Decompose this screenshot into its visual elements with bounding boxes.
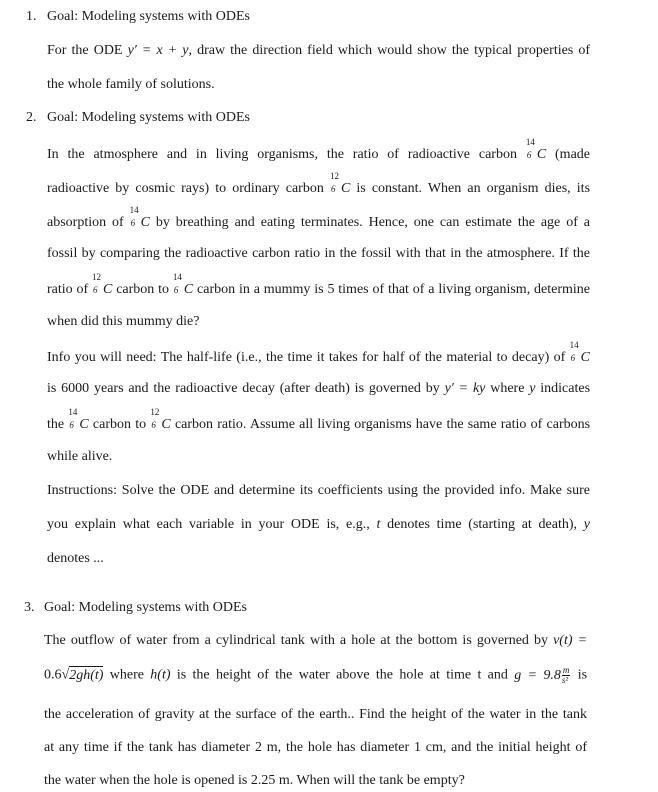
carbon-14-symbol: 14 6 <box>172 272 182 295</box>
instructions-line: denotes ... <box>47 551 104 566</box>
body-line: fossil by comparing the radioactive carbon ratio in the fossil with that in the atmosphere. If the <box>47 246 590 261</box>
instructions-line: you explain what each variable in your ODE is, e.g., t denotes time (starting at death), y <box>47 517 591 532</box>
body-line: the whole family of solutions. <box>47 77 215 92</box>
info-line: is 6000 years and the radioactive decay (after death) is governed by y′ = ky where y indicates <box>47 381 591 396</box>
carbon-14-symbol: 14 6 <box>68 407 78 430</box>
carbon-12-symbol: 12 6 <box>329 171 339 194</box>
carbon-12-symbol: 12 6 <box>150 407 160 430</box>
carbon-14-symbol: 14 6 <box>569 340 579 363</box>
carbon-14-symbol: 14 6 <box>525 137 535 160</box>
instructions-line: Instructions: Solve the ODE and determine its coefficients using the provided info. Make sure <box>47 483 590 498</box>
problem-goal: Goal: Modeling systems with ODEs <box>44 600 247 615</box>
info-line: the 14 6 C carbon to 12 6 C carbon ratio. Assume all living organisms have the same ratio of carbons <box>47 407 591 432</box>
carbon-14-symbol: 14 6 <box>129 205 139 228</box>
body-line: absorption of 14 6 C by breathing and eating terminates. Hence, one can estimate the age of a <box>47 205 590 230</box>
body-line: 0.6√2gh(t) where h(t) is the height of the water above the hole at time t and g = 9.8 $\frac{m}{\text{s²}}$ is <box>44 665 588 685</box>
body-line: In the atmosphere and in living organisms, the ratio of radioactive carbon 14 6 C (made <box>47 137 590 162</box>
body-line: ratio of 12 6 C carbon to 14 6 C carbon in a mummy is 5 times of that of a living organism, determine <box>47 272 591 297</box>
carbon-12-symbol: 12 6 <box>92 272 101 295</box>
body-line: For the ODE y′ = x + y, draw the direction field which would show the typical properties of <box>47 43 590 58</box>
body-line: the water when the hole is opened is 2.25 m. When will the tank be empty? <box>44 773 465 788</box>
body-line: radioactive by cosmic rays) to ordinary carbon 12 6 C is constant. When an organism dies, its <box>47 171 591 196</box>
problem-number: 3. <box>24 600 35 615</box>
units-fraction: $\frac{m}{\text{s²}}$ <box>561 665 570 685</box>
sqrt-expression: 2gh(t) <box>69 667 104 683</box>
body-line: the acceleration of gravity at the surface of the earth.. Find the height of the water in the tank <box>44 707 587 722</box>
info-line: while alive. <box>47 449 113 464</box>
problem-goal: Goal: Modeling systems with ODEs <box>47 110 250 125</box>
body-line: The outflow of water from a cylindrical tank with a hole at the bottom is governed by v(t) = <box>44 633 588 648</box>
info-line: Info you will need: The half-life (i.e., the time it takes for half of the material to decay) of 14 6 C <box>47 340 591 365</box>
body-line: at any time if the tank has diameter 2 m, the hole has diameter 1 cm, and the initial height of <box>44 740 587 755</box>
problem-number: 1. <box>26 9 37 24</box>
problem-number: 2. <box>26 110 37 125</box>
body-line: when did this mummy die? <box>47 314 200 329</box>
problem-goal: Goal: Modeling systems with ODEs <box>47 9 250 24</box>
